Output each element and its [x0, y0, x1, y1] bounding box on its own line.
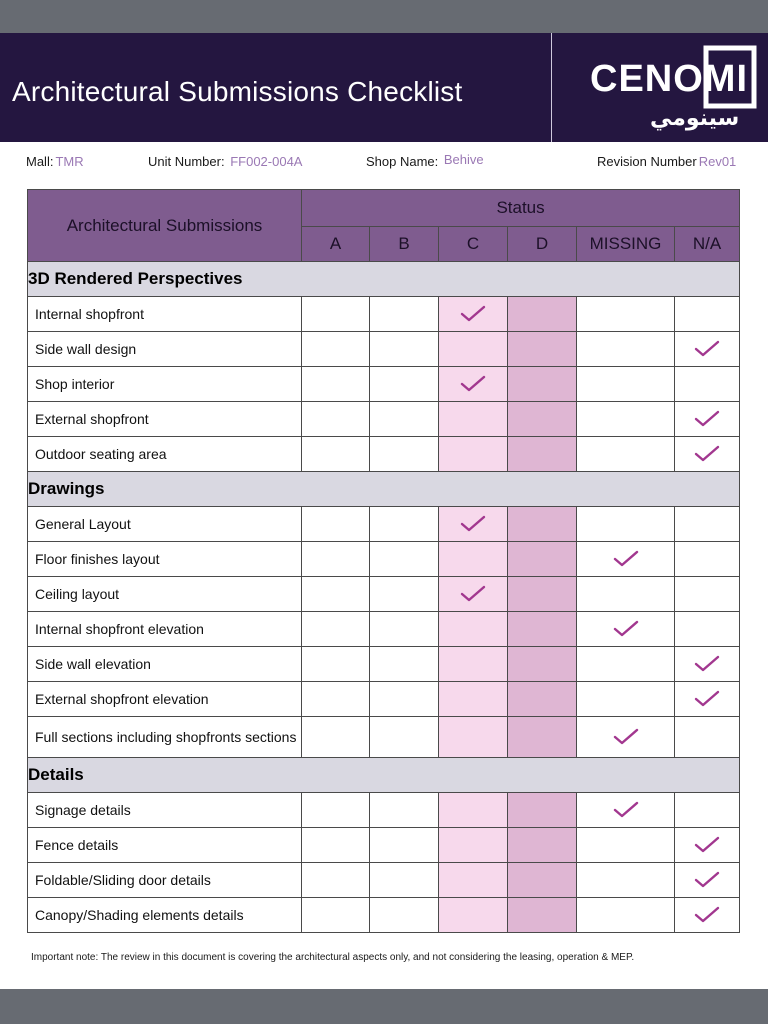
status-cell-b [370, 367, 439, 402]
status-cell-a [302, 332, 370, 367]
item-label: External shopfront elevation [28, 682, 302, 717]
status-cell-missing [577, 402, 675, 437]
status-cell-b [370, 863, 439, 898]
status-cell-missing [577, 367, 675, 402]
logo-arabic-text: سينومي [650, 106, 740, 131]
table-row [28, 863, 740, 898]
table-row [28, 898, 740, 933]
checkmark-icon [694, 409, 720, 429]
shop-label: Shop Name: [366, 154, 439, 169]
status-cell-d [508, 332, 577, 367]
column-header-missing: MISSING [577, 227, 675, 262]
checkmark-icon [460, 374, 486, 394]
status-cell-b [370, 507, 439, 542]
status-cell-b [370, 297, 439, 332]
item-label: Canopy/Shading elements details [28, 898, 302, 933]
status-cell-c [439, 437, 508, 472]
status-cell-b [370, 437, 439, 472]
table-row [28, 402, 740, 437]
status-cell-c [439, 402, 508, 437]
table-row [28, 577, 740, 612]
status-cell-na [675, 507, 740, 542]
item-label: Shop interior [28, 367, 302, 402]
section-title: 3D Rendered Perspectives [28, 262, 740, 297]
status-cell-d [508, 647, 577, 682]
status-cell-na [675, 682, 740, 717]
status-cell-b [370, 612, 439, 647]
status-cell-d [508, 402, 577, 437]
status-cell-d [508, 297, 577, 332]
status-cell-d [508, 682, 577, 717]
status-cell-b [370, 682, 439, 717]
status-cell-missing [577, 612, 675, 647]
table-row [28, 717, 740, 758]
status-cell-d [508, 863, 577, 898]
status-cell-na [675, 402, 740, 437]
checkmark-icon [694, 835, 720, 855]
unit-label: Unit Number: [148, 154, 225, 169]
header-divider [551, 33, 552, 142]
table-row [28, 542, 740, 577]
status-cell-d [508, 898, 577, 933]
checkmark-icon [460, 514, 486, 534]
item-label: Side wall elevation [28, 647, 302, 682]
table-row [28, 793, 740, 828]
item-label: Signage details [28, 793, 302, 828]
status-cell-d [508, 717, 577, 758]
status-cell-missing [577, 682, 675, 717]
status-cell-missing [577, 507, 675, 542]
status-cell-d [508, 828, 577, 863]
status-cell-c [439, 682, 508, 717]
status-cell-missing [577, 542, 675, 577]
status-cell-c [439, 332, 508, 367]
status-cell-c [439, 367, 508, 402]
checkmark-icon [694, 654, 720, 674]
status-cell-missing [577, 828, 675, 863]
status-cell-a [302, 898, 370, 933]
status-cell-d [508, 507, 577, 542]
status-cell-b [370, 577, 439, 612]
status-cell-na [675, 437, 740, 472]
status-cell-a [302, 507, 370, 542]
section-title: Details [28, 758, 740, 793]
checklist-table [27, 189, 740, 933]
section-row [28, 758, 740, 793]
item-label: Internal shopfront [28, 297, 302, 332]
checkmark-icon [613, 619, 639, 639]
checklist-body [28, 262, 740, 933]
bottom-strip [0, 989, 768, 1024]
item-label: Outdoor seating area [28, 437, 302, 472]
checkmark-icon [613, 800, 639, 820]
status-cell-c [439, 507, 508, 542]
item-label: Ceiling layout [28, 577, 302, 612]
column-header-d: D [508, 227, 577, 262]
status-cell-na [675, 793, 740, 828]
item-label: External shopfront [28, 402, 302, 437]
status-cell-d [508, 542, 577, 577]
footer-note: Important note: The review in this document is covering the architectural aspects only, and not considering the leasing, operation & MEP. [31, 952, 635, 963]
status-cell-b [370, 793, 439, 828]
status-cell-a [302, 828, 370, 863]
item-label: Fence details [28, 828, 302, 863]
status-cell-a [302, 647, 370, 682]
table-row [28, 612, 740, 647]
checkmark-icon [613, 727, 639, 747]
status-cell-na [675, 367, 740, 402]
status-header: Status [302, 190, 740, 227]
status-cell-missing [577, 332, 675, 367]
mall-label: Mall: [26, 154, 54, 169]
table-row [28, 297, 740, 332]
status-cell-c [439, 647, 508, 682]
status-cell-a [302, 542, 370, 577]
cenomi-logo [588, 45, 758, 135]
checkmark-icon [694, 870, 720, 890]
table-row [28, 507, 740, 542]
status-cell-b [370, 898, 439, 933]
status-cell-na [675, 542, 740, 577]
revision-info [597, 154, 736, 169]
architectural-submissions-header: Architectural Submissions [28, 190, 302, 262]
revision-value: Rev01 [698, 154, 737, 169]
item-label: Floor finishes layout [28, 542, 302, 577]
mall-value: TMR [55, 154, 84, 169]
status-cell-a [302, 367, 370, 402]
status-cell-a [302, 612, 370, 647]
status-cell-d [508, 793, 577, 828]
checkmark-icon [694, 689, 720, 709]
status-cell-missing [577, 863, 675, 898]
info-row [0, 154, 768, 176]
item-label: Internal shopfront elevation [28, 612, 302, 647]
status-cell-na [675, 717, 740, 758]
status-cell-missing [577, 577, 675, 612]
status-cell-na [675, 863, 740, 898]
status-cell-na [675, 332, 740, 367]
status-cell-a [302, 402, 370, 437]
checkmark-icon [694, 905, 720, 925]
section-row [28, 262, 740, 297]
unit-value: FF002-004A [230, 154, 303, 169]
unit-info [148, 154, 302, 169]
status-cell-a [302, 682, 370, 717]
top-strip [0, 0, 768, 33]
revision-label: Revision Number [597, 154, 697, 169]
status-cell-na [675, 577, 740, 612]
status-cell-na [675, 297, 740, 332]
status-cell-missing [577, 898, 675, 933]
section-title: Drawings [28, 472, 740, 507]
status-cell-a [302, 577, 370, 612]
status-cell-missing [577, 717, 675, 758]
status-cell-b [370, 542, 439, 577]
status-cell-a [302, 717, 370, 758]
status-cell-c [439, 612, 508, 647]
table-row [28, 828, 740, 863]
status-cell-d [508, 367, 577, 402]
status-cell-missing [577, 297, 675, 332]
column-header-na: N/A [675, 227, 740, 262]
status-cell-na [675, 612, 740, 647]
status-cell-b [370, 332, 439, 367]
page-title: Architectural Submissions Checklist [12, 76, 463, 107]
checkmark-icon [460, 304, 486, 324]
column-header-a: A [302, 227, 370, 262]
table-row [28, 647, 740, 682]
column-header-c: C [439, 227, 508, 262]
shop-value: Behive [443, 152, 484, 167]
status-cell-c [439, 577, 508, 612]
status-cell-c [439, 828, 508, 863]
table-row [28, 682, 740, 717]
status-cell-d [508, 437, 577, 472]
column-header-b: B [370, 227, 439, 262]
checkmark-icon [694, 339, 720, 359]
status-cell-c [439, 793, 508, 828]
status-cell-d [508, 577, 577, 612]
status-cell-na [675, 898, 740, 933]
status-cell-b [370, 717, 439, 758]
item-label: Side wall design [28, 332, 302, 367]
status-cell-a [302, 437, 370, 472]
status-cell-na [675, 647, 740, 682]
table-row [28, 367, 740, 402]
status-cell-c [439, 297, 508, 332]
item-label: General Layout [28, 507, 302, 542]
section-row [28, 472, 740, 507]
status-cell-b [370, 402, 439, 437]
status-cell-b [370, 647, 439, 682]
status-cell-a [302, 297, 370, 332]
page-header [0, 33, 768, 142]
logo-text: CENOMI [590, 58, 748, 100]
table-row [28, 332, 740, 367]
status-cell-missing [577, 647, 675, 682]
table-row [28, 437, 740, 472]
status-cell-c [439, 863, 508, 898]
status-cell-c [439, 717, 508, 758]
status-cell-a [302, 863, 370, 898]
status-cell-missing [577, 793, 675, 828]
status-cell-a [302, 793, 370, 828]
status-cell-na [675, 828, 740, 863]
checkmark-icon [460, 584, 486, 604]
status-cell-c [439, 898, 508, 933]
item-label: Foldable/Sliding door details [28, 863, 302, 898]
status-cell-d [508, 612, 577, 647]
checkmark-icon [613, 549, 639, 569]
item-label: Full sections including shopfronts sections [28, 717, 302, 758]
mall-info [26, 154, 84, 169]
shop-info [366, 152, 484, 167]
status-cell-b [370, 828, 439, 863]
status-cell-missing [577, 437, 675, 472]
status-cell-c [439, 542, 508, 577]
checkmark-icon [694, 444, 720, 464]
